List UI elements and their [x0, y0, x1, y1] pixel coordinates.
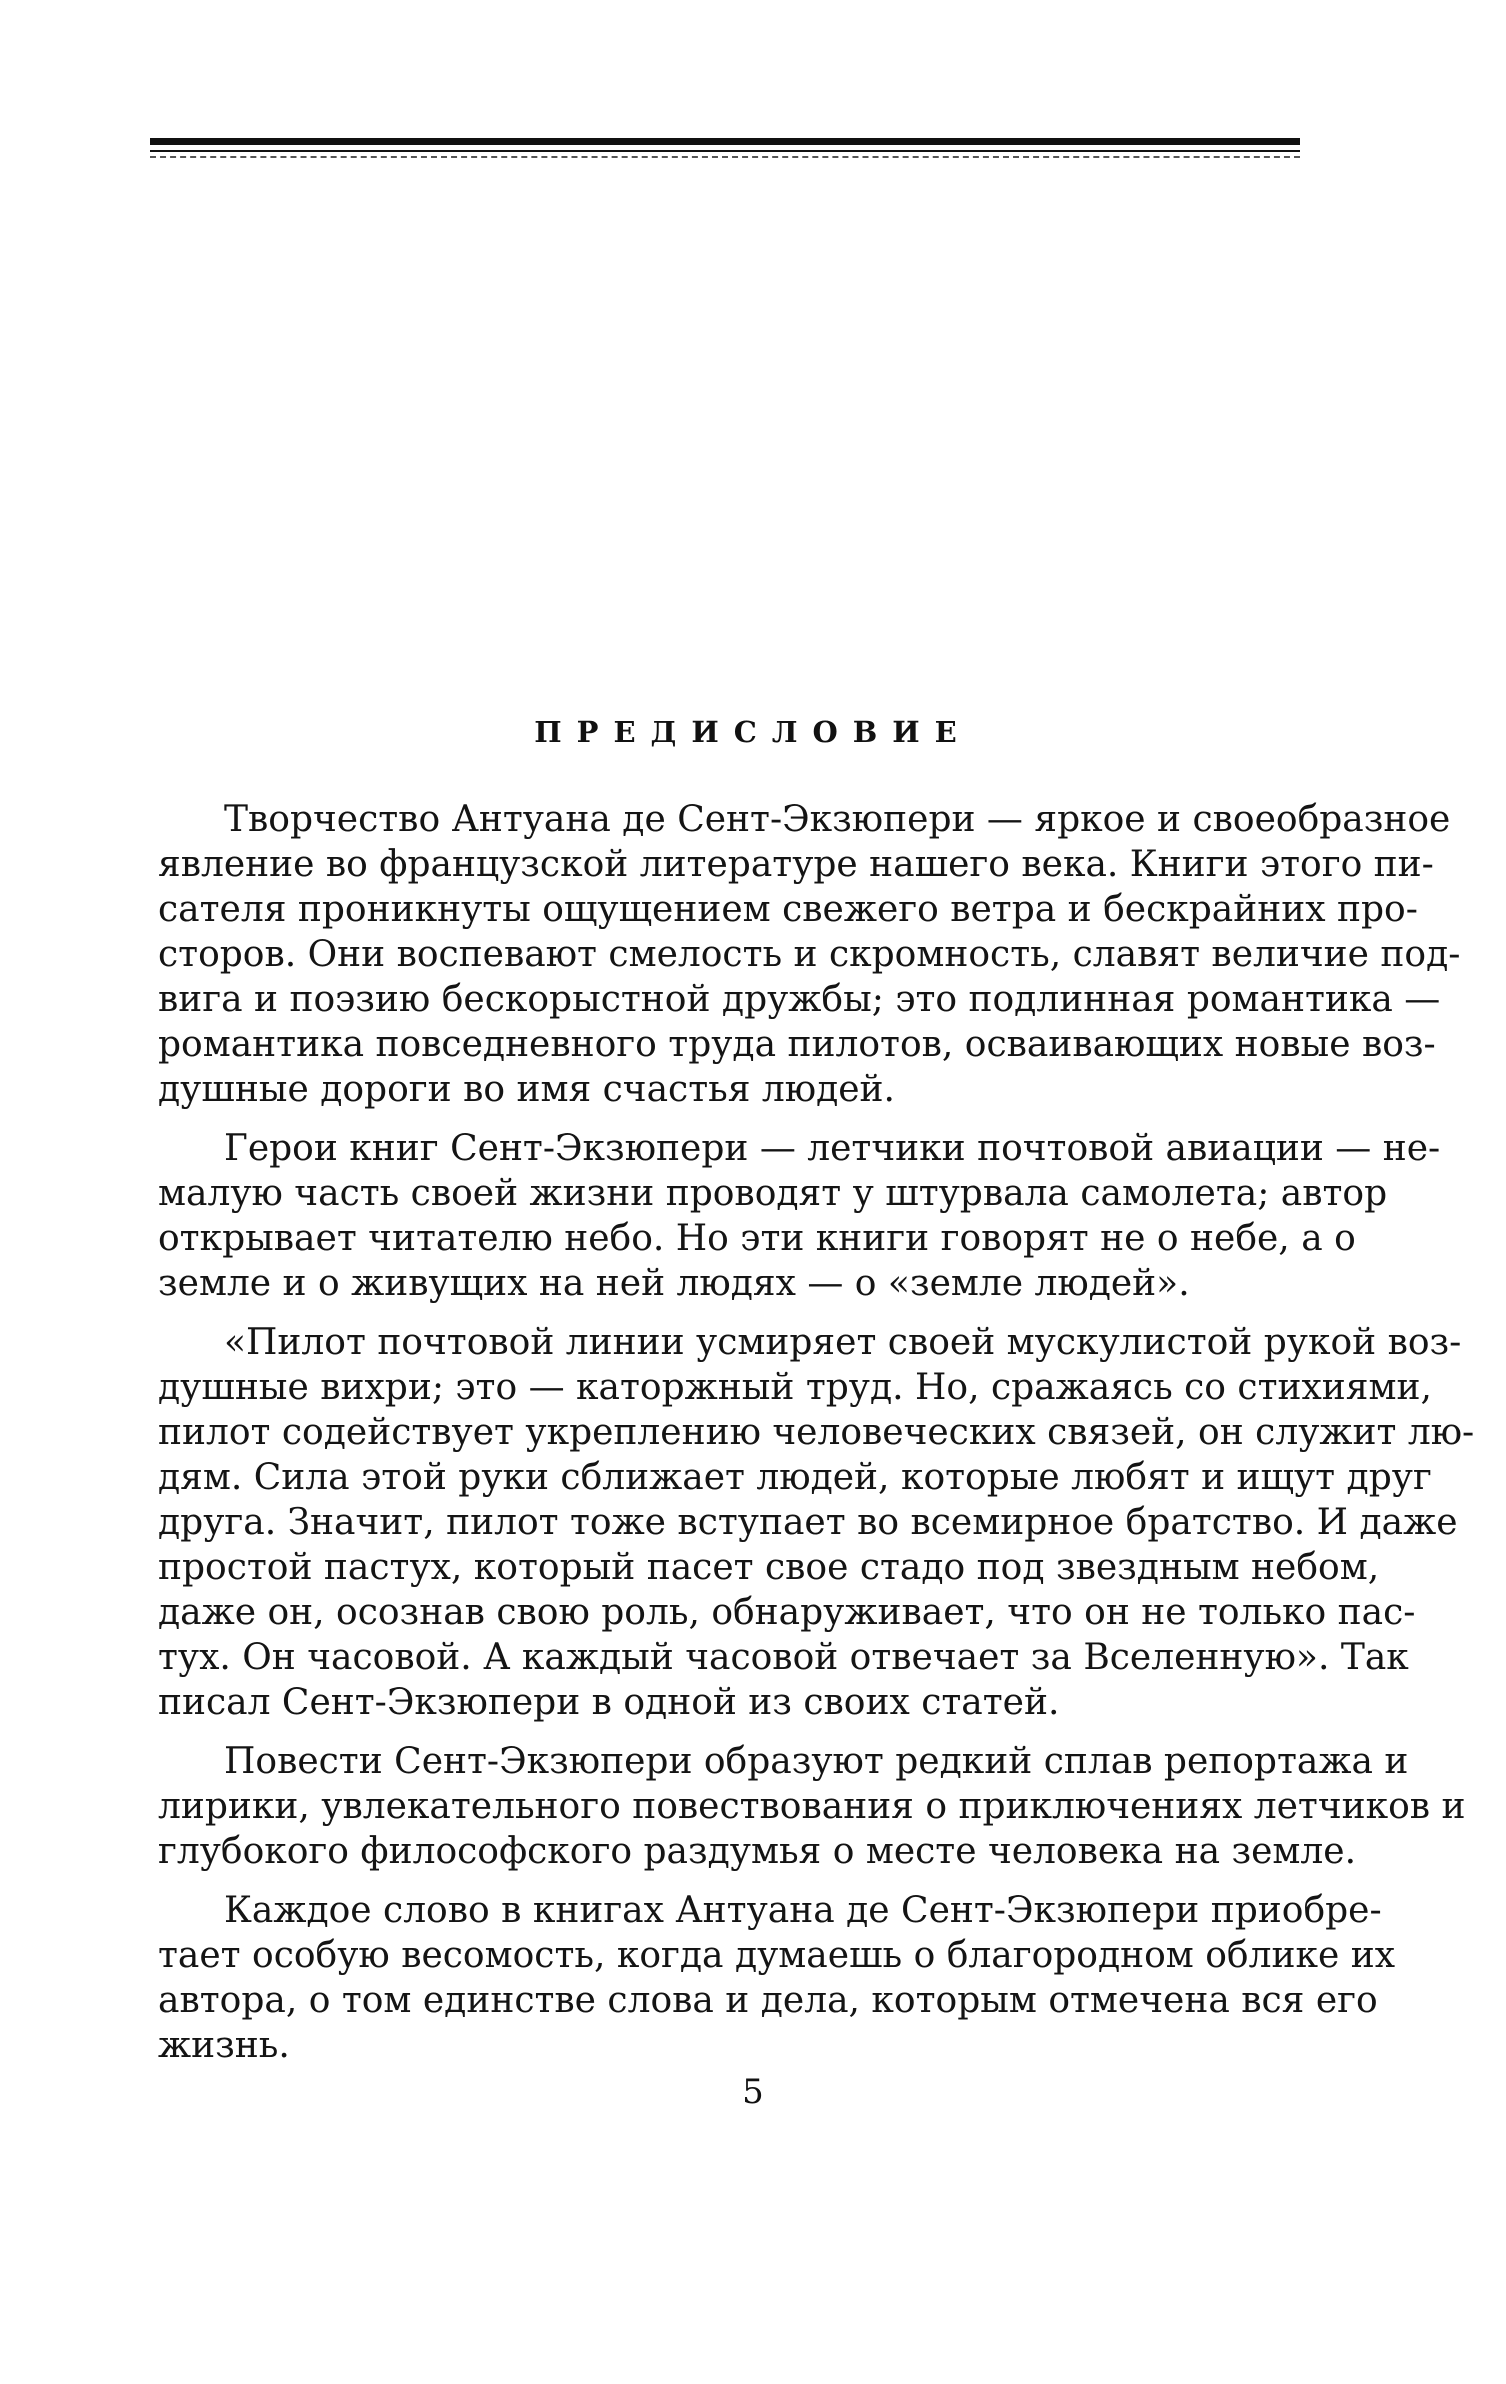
text-line: тух. Он часовой. А каждый часовой отвечает за Вселенную». Так: [158, 1637, 1409, 1678]
header-rule-thick: [150, 138, 1300, 145]
text-line: малую часть своей жизни проводят у штурвала самолета; автор: [158, 1173, 1388, 1214]
text-line: автора, о том единстве слова и дела, которым отмечена вся его: [158, 1980, 1378, 2021]
text-line: жизнь.: [158, 2025, 290, 2066]
text-line: тает особую весомость, когда думаешь о благородном облике их: [158, 1935, 1395, 1976]
paragraph-3: [158, 1320, 1475, 1725]
text-line: друга. Значит, пилот тоже вступает во всемирное братство. И даже: [158, 1502, 1458, 1543]
text-line: Герои книг Сент-Экзюпери — летчики почтовой авиации — не-: [224, 1128, 1441, 1169]
text-line: вига и поэзию бескорыстной дружбы; это подлинная романтика —: [158, 979, 1441, 1020]
paragraph-2: [158, 1126, 1441, 1306]
text-line: сателя проникнуты ощущением свежего ветра и бескрайних про-: [158, 889, 1418, 930]
text-line: душные вихри; это — каторжный труд. Но, сражаясь со стихиями,: [158, 1367, 1432, 1408]
text-line: глубокого философского раздумья о месте человека на земле.: [158, 1831, 1357, 1872]
text-line: пилот содействует укреплению человеческих связей, он служит лю-: [158, 1412, 1475, 1453]
text-line: сторов. Они воспевают смелость и скромность, славят величие под-: [158, 934, 1461, 975]
text-line: «Пилот почтовой линии усмиряет своей мускулистой рукой воз-: [224, 1322, 1462, 1363]
text-line: земле и о живущих на ней людях — о «земле людей».: [158, 1263, 1190, 1304]
text-line: лирики, увлекательного повествования о приключениях летчиков и: [158, 1786, 1466, 1827]
text-line: даже он, осознав свою роль, обнаруживает, что он не только пас-: [158, 1592, 1416, 1633]
paragraph-5: [158, 1888, 1395, 2068]
text-line: душные дороги во имя счастья людей.: [158, 1069, 895, 1110]
text-line: романтика повседневного труда пилотов, осваивающих новые воз-: [158, 1024, 1436, 1065]
text-line: Повести Сент-Экзюпери образуют редкий сплав репортажа и: [224, 1741, 1409, 1782]
page-heading: ПРЕДИСЛОВИЕ: [534, 715, 972, 749]
body-text: [158, 797, 1475, 2082]
paragraph-4: [158, 1739, 1466, 1874]
page-number: 5: [742, 2072, 764, 2112]
text-line: явление во французской литературе нашего века. Книги этого пи-: [158, 844, 1434, 885]
header-rule-dashed: [150, 156, 1300, 158]
text-line: Каждое слово в книгах Антуана де Сент-Экзюпери приобре-: [224, 1890, 1382, 1931]
text-line: открывает читателю небо. Но эти книги говорят не о небе, а о: [158, 1218, 1356, 1259]
text-line: Творчество Антуана де Сент-Экзюпери — яркое и своеобразное: [224, 799, 1451, 840]
text-line: дям. Сила этой руки сближает людей, которые любят и ищут друг: [158, 1457, 1432, 1498]
header-rule-thin: [150, 150, 1300, 152]
text-line: простой пастух, который пасет свое стадо под звездным небом,: [158, 1547, 1380, 1588]
text-line: писал Сент-Экзюпери в одной из своих статей.: [158, 1682, 1060, 1723]
paragraph-1: [158, 797, 1461, 1112]
